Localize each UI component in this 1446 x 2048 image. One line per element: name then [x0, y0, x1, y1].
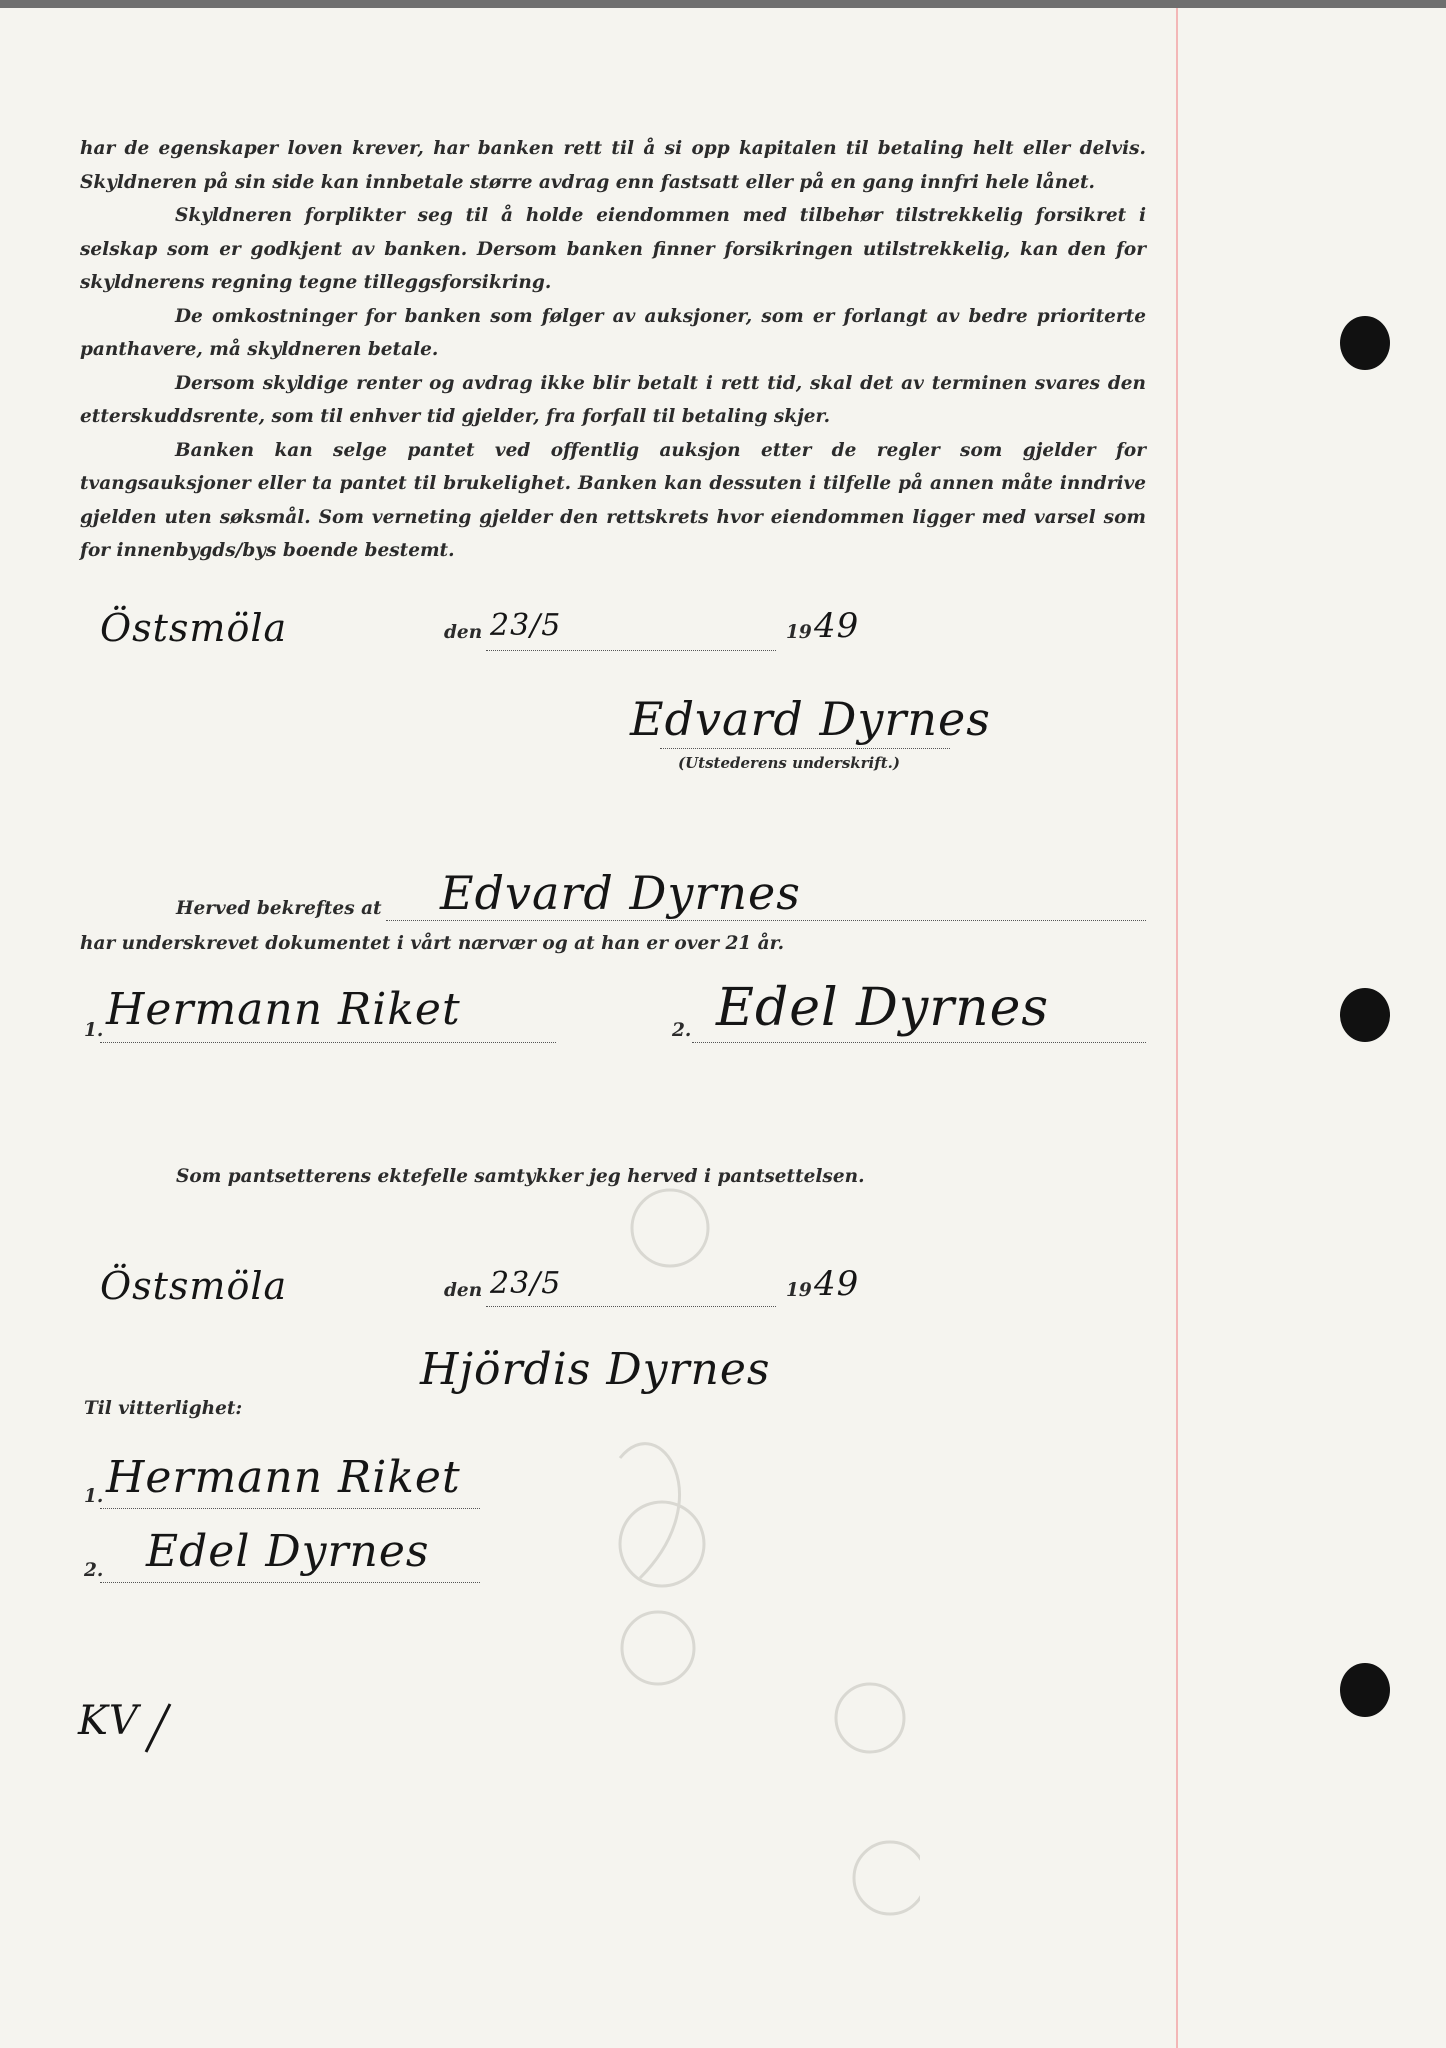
witness-1-number: 1.	[84, 1020, 104, 1041]
terms-paragraph-2: Skyldneren forplikter seg til å holde eiendommen med tilbehør tilstrekkelig forsikret i selskap som er godkjent av banken. Dersom banken finner forsikringen utilstrekkelig, kan den for skyldnerens regning tegne tilleggsforsikring.	[80, 205, 1146, 293]
terms-paragraph-3: De omkostninger for banken som følger av auksjoner, som er forlangt av bedre prioriterte panthavere, må skyldneren betale.	[80, 305, 1146, 360]
witness-2-1-line	[100, 1508, 480, 1509]
den-label-2: den	[444, 1280, 483, 1301]
place-handwritten-1: Östsmöla	[100, 606, 288, 650]
issuer-signature: Edvard Dyrnes	[630, 692, 991, 746]
confirmation-name-line	[386, 920, 1146, 921]
initials-handwritten: KV	[78, 1698, 139, 1744]
punch-hole-top	[1340, 316, 1390, 370]
terms-paragraph-4: Dersom skyldige renter og avdrag ikke blir betalt i rett tid, skal det av terminen svares den etterskuddsrente, som til enhver tid gjelder, fra forfall til betaling skjer.	[80, 372, 1146, 427]
spouse-consent-text: Som pantsetterens ektefelle samtykker jeg herved i pantsettelsen.	[176, 1166, 865, 1187]
issuer-signature-caption: (Utstederens underskrift.)	[678, 754, 900, 772]
confirmation-label: Herved bekreftes at	[176, 898, 382, 919]
initials-stroke	[140, 1698, 180, 1758]
witness-2-1-signature: Hermann Riket	[106, 1452, 461, 1503]
place-handwritten-2: Östsmöla	[100, 1264, 288, 1308]
confirmation-sentence: har underskrevet dokumentet i vårt nærvær og at han er over 21 år.	[80, 933, 785, 954]
punch-hole-bottom	[1340, 1663, 1390, 1717]
witness-1-signature: Hermann Riket	[106, 984, 461, 1035]
date-line-1	[486, 650, 776, 651]
witness-1-line	[100, 1042, 556, 1043]
year-prefix-2: 19	[786, 1280, 812, 1301]
witness-2-2-line	[100, 1582, 480, 1583]
date-handwritten-2: 23/5	[490, 1266, 562, 1301]
margin-line	[1176, 8, 1178, 2048]
den-label-1: den	[444, 622, 483, 643]
terms-paragraph-1: har de egenskaper loven krever, har banken rett til å si opp kapitalen til betaling helt eller delvis. Skyldneren på sin side kan innbetale større avdrag enn fastsatt eller på en gang innfri hele lånet.	[80, 138, 1146, 193]
document-page	[0, 8, 1446, 2048]
witness-2-2-number: 2.	[84, 1560, 104, 1581]
witness-2-line	[692, 1042, 1146, 1043]
terms-paragraph-5: Banken kan selge pantet ved offentlig auksjon etter de regler som gjelder for tvangsauksjoner eller ta pantet til brukelighet. Banken kan dessuten i tilfelle på annen måte inndrive gjelden uten søksmål. Som verneting gjelder den rettskrets hvor eiendommen ligger med varsel som for innenbygds/bys boende bestemt.	[80, 439, 1146, 561]
spouse-signature: Hjördis Dyrnes	[420, 1344, 771, 1395]
witness-label: Til vitterlighet:	[84, 1398, 243, 1419]
witness-2-signature: Edel Dyrnes	[716, 978, 1050, 1038]
witness-2-number: 2.	[672, 1020, 692, 1041]
bleed-through-marks	[600, 1158, 920, 1978]
witness-2-2-signature: Edel Dyrnes	[146, 1526, 430, 1577]
year-handwritten-2: 49	[814, 1264, 860, 1304]
terms-text	[80, 132, 1146, 568]
year-handwritten-1: 49	[814, 606, 860, 646]
year-prefix-1: 19	[786, 622, 812, 643]
date-handwritten-1: 23/5	[490, 608, 562, 643]
witness-2-1-number: 1.	[84, 1486, 104, 1507]
confirmation-name-handwritten: Edvard Dyrnes	[440, 866, 801, 920]
issuer-signature-line	[660, 748, 950, 749]
punch-hole-middle	[1340, 988, 1390, 1042]
